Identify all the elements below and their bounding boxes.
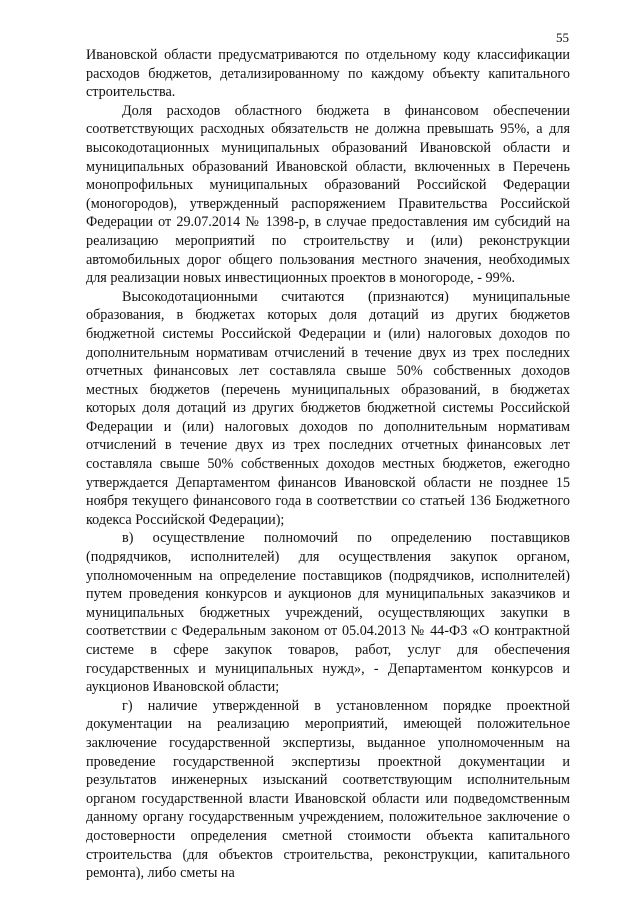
document-body: [86, 46, 570, 883]
paragraph-item-v-procurement: в) осуществление полномочий по определению поставщиков (подрядчиков, исполнителей) для осуществления закупок органом, уполномоченным на определение поставщиков (подрядчиков, исполнителей) путем проведения конкурсов и аукционов для муниципальных заказчиков и муниципальных бюджетных учреждений, осуществляющих закупки в соответствии с Федеральным законом от 05.04.2013 № 44-ФЗ «О контрактной системе в сфере закупок товаров, работ, услуг для обеспечения государственных и муниципальных нужд», - Департаментом конкурсов и аукционов Ивановской области;: [86, 530, 570, 696]
page-number: 55: [556, 30, 569, 45]
paragraph-budget-share: Доля расходов областного бюджета в финансовом обеспечении соответствующих расходных обязательств не должна превышать 95%, а для высокодотационных муниципальных образований Ивановской области и муниципальных образований Ивановской области, включенных в Перечень монопрофильных муниципальных образований Российской Федерации (моногородов), утвержденный распоряжением Правительства Российской Федерации от 29.07.2014 № 1398-р, в случае предоставления им субсидий на реализацию мероприятий по строительству и (или) реконструкции автомобильных дорог общего пользования местного значения, необходимых для реализации новых инвестиционных проектов в моногороде, - 99%.: [86, 102, 570, 287]
paragraph-high-subsidy-definition: Высокодотационными считаются (признаются) муниципальные образования, в бюджетах которых доля дотаций из других бюджетов бюджетной системы Российской Федерации и (или) налоговых доходов по дополнительным нормативам отчислений в течение двух из трех последних отчетных финансовых лет составляла свыше 50% собственных доходов местных бюджетов (перечень муниципальных образований, в бюджетах которых доля дотаций из других бюджетов бюджетной системы Российской Федерации и (или) налоговых доходов по дополнительным нормативам отчислений в течение двух из трех последних отчетных финансовых лет составляла свыше 50% собственных доходов местных бюджетов, ежегодно утверждается Департаментом финансов Ивановской области не позднее 15 ноября текущего финансового года в соответствии со статьей 136 Бюджетного кодекса Российской Федерации);: [86, 288, 570, 528]
paragraph-budget-classification: Ивановской области предусматриваются по отдельному коду классификации расходов бюджетов, детализированному по каждому объекту капитального строительства.: [86, 47, 570, 101]
paragraph-item-g-project-documentation: г) наличие утвержденной в установленном порядке проектной документации на реализацию мероприятий, имеющей положительное заключение государственной экспертизы, выданное уполномоченным на проведение государственной экспертизы проектной документации и результатов инженерных изысканий соответствующим исполнительным органом государственной власти Ивановской области или подведомственным данному органу государственным учреждением, положительное заключение о достоверности определения сметной стоимости объекта капитального строительства (для объектов строительства, реконструкции, капитального ремонта), либо сметы на: [86, 697, 570, 882]
